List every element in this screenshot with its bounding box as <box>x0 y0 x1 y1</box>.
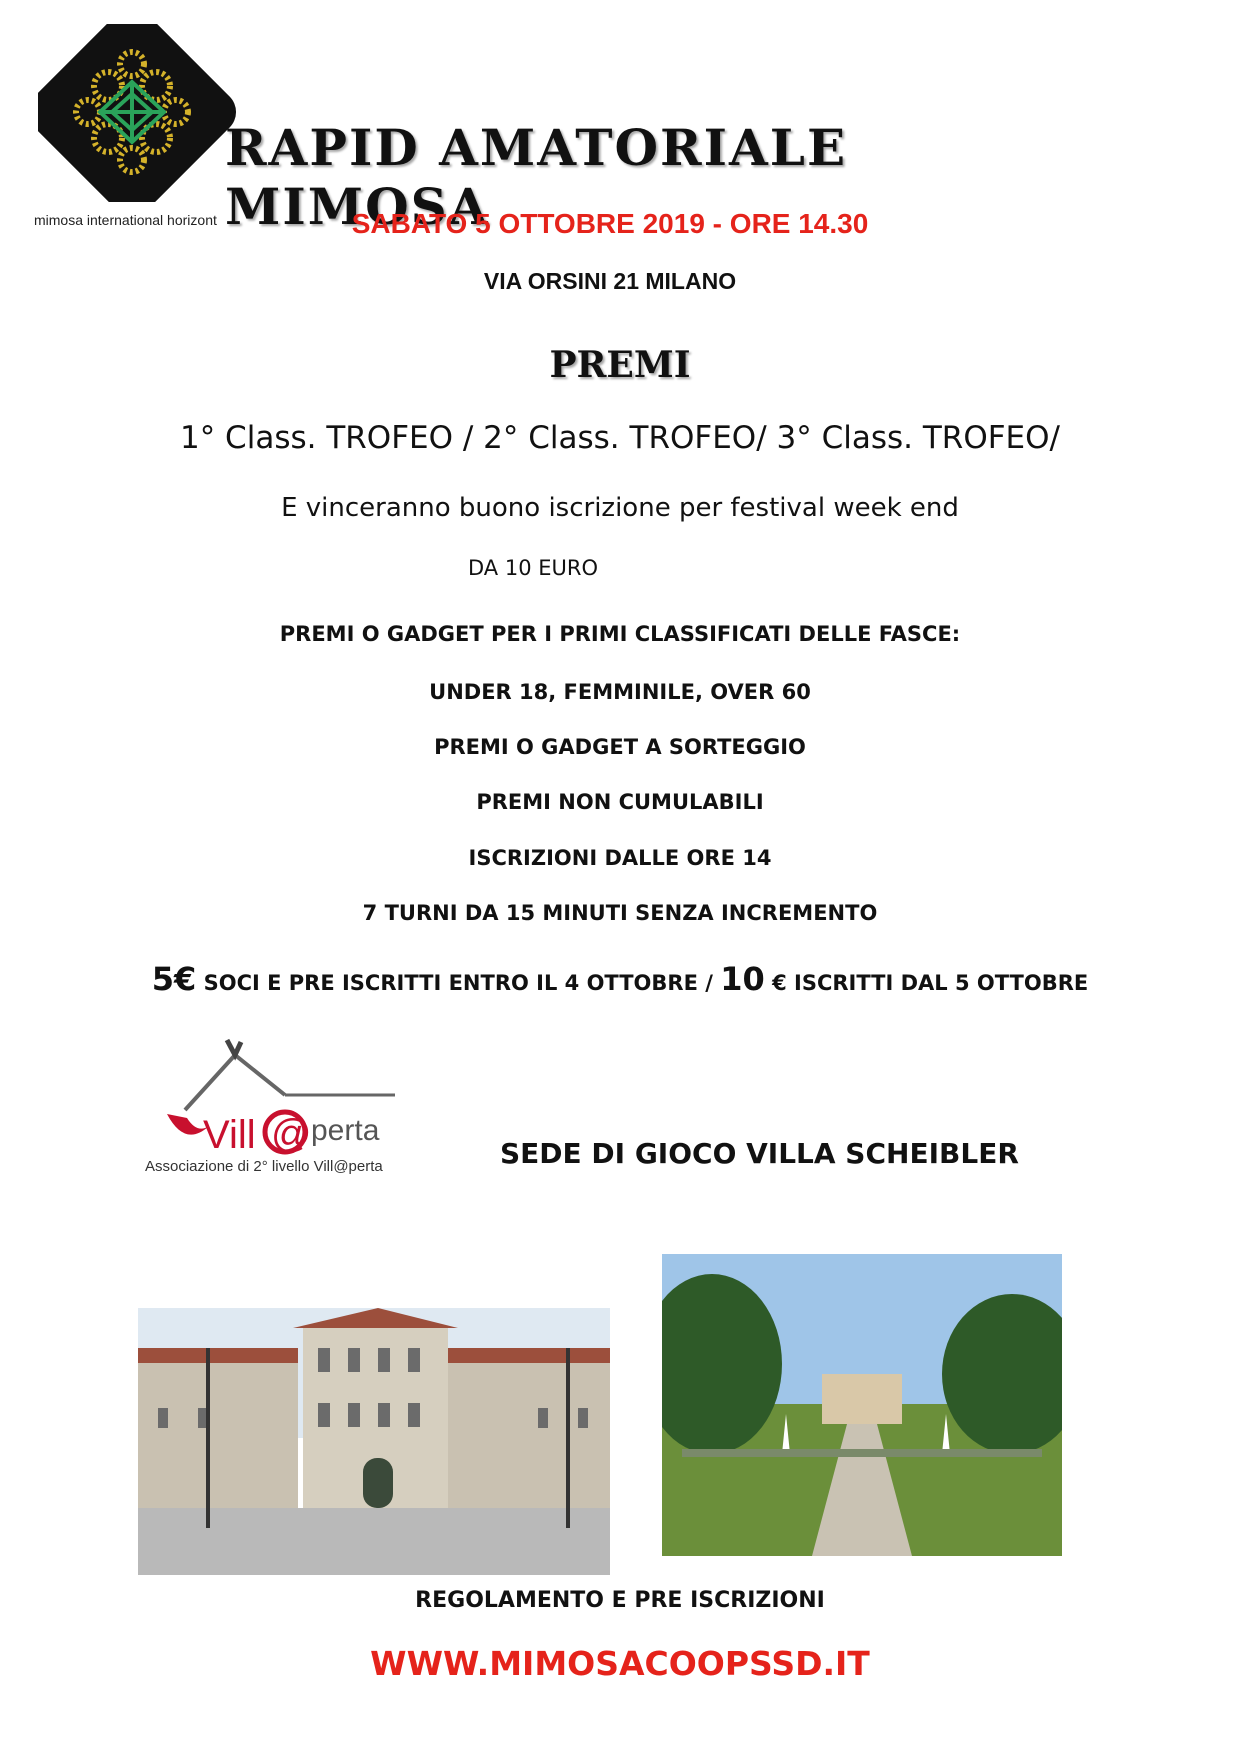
voucher-line: E vinceranno buono iscrizione per festival week end <box>281 493 959 523</box>
prize-line: PREMI O GADGET PER I PRIMI CLASSIFICATI DELLE FASCE: <box>279 622 961 646</box>
prize-line: PREMI O GADGET A SORTEGGIO <box>434 735 806 759</box>
voucher-value: DA 10 EURO <box>468 556 598 580</box>
prize-line: PREMI NON CUMULABILI <box>476 790 764 814</box>
villaperta-word-left: Vill <box>203 1113 256 1157</box>
villaperta-at: @ <box>271 1112 312 1156</box>
mimosa-knot-icon <box>38 24 238 202</box>
trophies-line: 1° Class. TROFEO / 2° Class. TROFEO/ 3° Class. TROFEO/ <box>179 420 1060 456</box>
villa-courtyard-photo <box>138 1308 610 1575</box>
prizes-heading: PREMI <box>549 344 691 386</box>
prize-line: 7 TURNI DA 15 MINUTI SENZA INCREMENTO <box>362 901 878 925</box>
prize-line: ISCRIZIONI DALLE ORE 14 <box>468 846 772 870</box>
event-date-time: SABATO 5 OTTOBRE 2019 - ORE 14.30 <box>351 208 869 239</box>
website-link[interactable]: WWW.MIMOSACOOPSSD.IT <box>370 1644 870 1683</box>
logo-tagline: mimosa international horizont <box>34 212 217 228</box>
fee-text-late: € ISCRITTI DAL 5 OTTOBRE <box>764 971 1089 995</box>
villaperta-word-right: perta <box>311 1114 380 1147</box>
fee-text-members: SOCI E PRE ISCRITTI ENTRO IL 4 OTTOBRE / <box>196 971 721 995</box>
regolamento-label: REGOLAMENTO E PRE ISCRIZIONI <box>415 1588 825 1613</box>
mimosa-logo <box>38 24 238 202</box>
prize-line: UNDER 18, FEMMINILE, OVER 60 <box>429 680 811 704</box>
event-address: VIA ORSINI 21 MILANO <box>483 268 737 294</box>
venue-label: SEDE DI GIOCO VILLA SCHEIBLER <box>500 1137 1019 1170</box>
fee-amount-members: 5€ <box>151 960 197 998</box>
fee-amount-late: 10 <box>720 960 765 998</box>
villaperta-caption: Associazione di 2° livello Vill@perta <box>145 1158 383 1175</box>
villa-park-photo <box>662 1254 1062 1556</box>
villaperta-house-icon <box>145 1030 425 1160</box>
page-title: RAPID AMATORIALE MIMOSA <box>225 118 848 236</box>
fees-line <box>40 960 1200 998</box>
